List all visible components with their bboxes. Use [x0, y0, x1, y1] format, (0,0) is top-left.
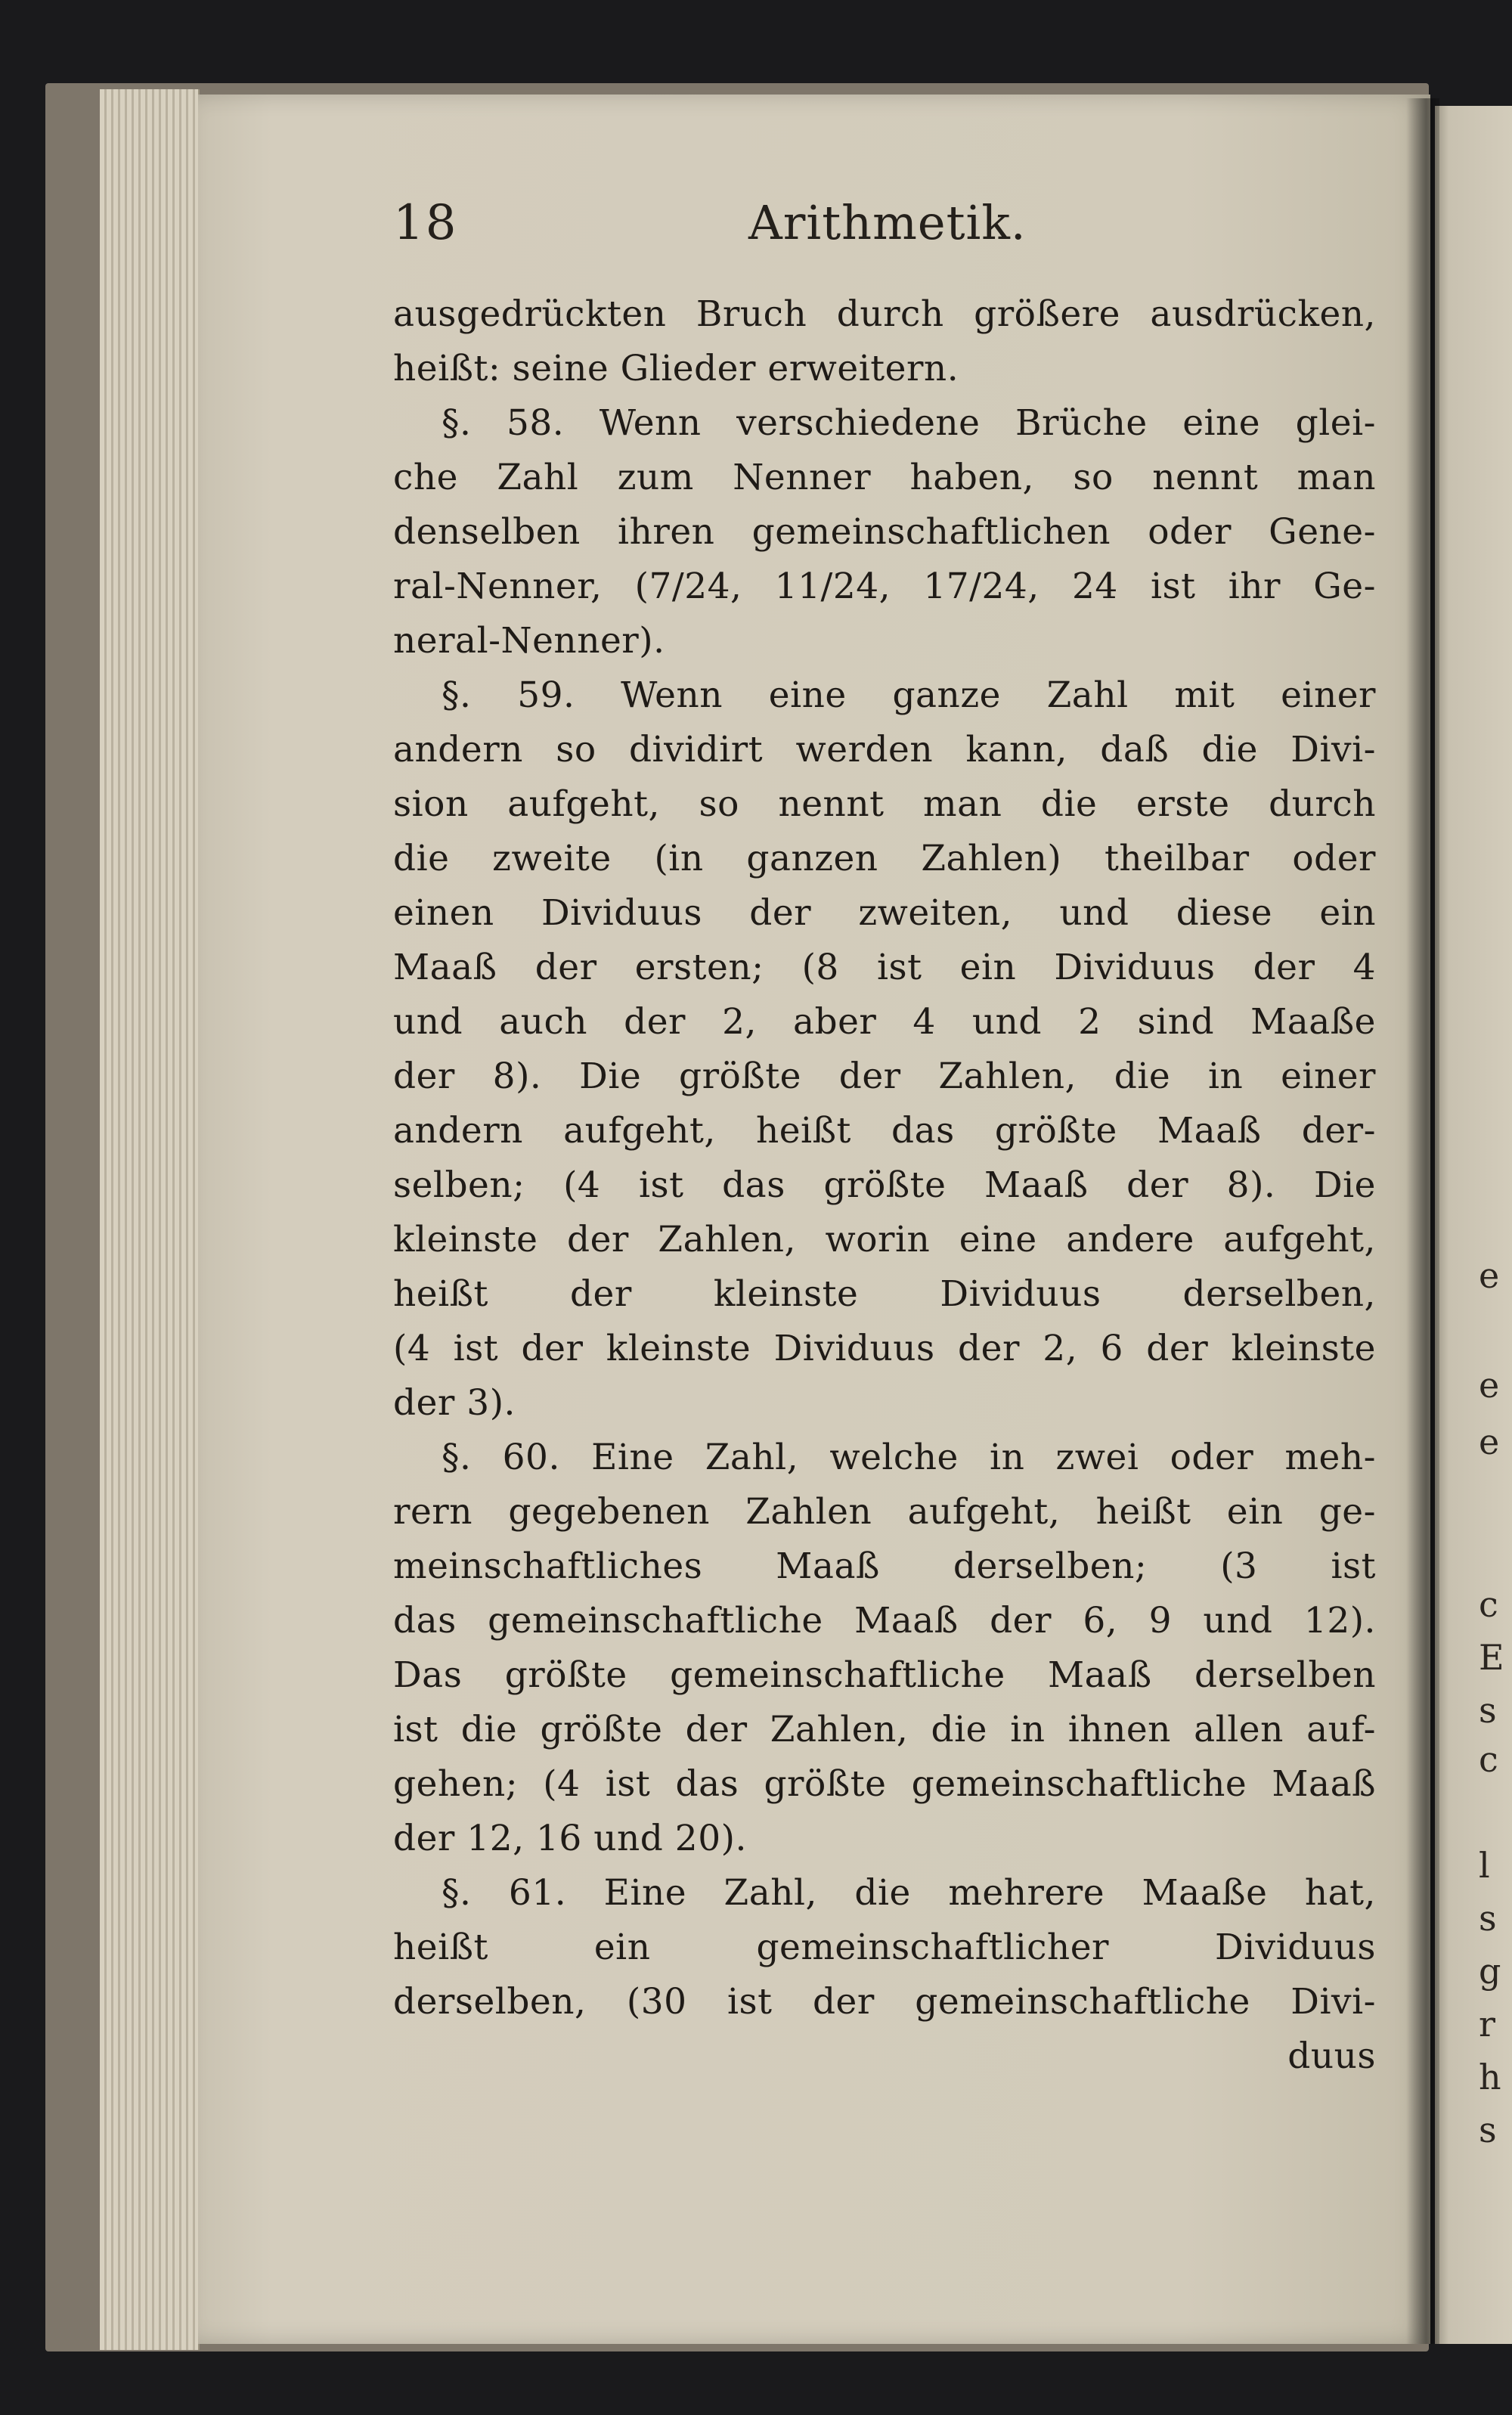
facing-page-letter: e: [1479, 1365, 1500, 1406]
text-line: (4 ist der kleinste Dividuus der 2, 6 der kleinste: [393, 1328, 1376, 1369]
text-line: gehen; (4 ist das größte gemeinschaftliche Maaß: [393, 1763, 1376, 1805]
page-header: [393, 195, 1376, 263]
text-line: der 8). Die größte der Zahlen, die in einer: [393, 1056, 1376, 1097]
text-line: andern so dividirt werden kann, daß die Divi-: [393, 729, 1376, 770]
gutter-shadow: [1406, 98, 1439, 2344]
facing-page-letter: E: [1479, 1637, 1504, 1678]
page-number: 18: [393, 195, 458, 251]
text-line: Maaß der ersten; (8 ist ein Dividuus der 4: [393, 947, 1376, 988]
text-line: heißt: seine Glieder erweitern.: [393, 348, 959, 389]
facing-page-letter: e: [1479, 1255, 1500, 1296]
facing-page-letter: r: [1479, 2004, 1495, 2045]
text-line: §. 60. Eine Zahl, welche in zwei oder meh-: [442, 1437, 1376, 1478]
text-line: ist die größte der Zahlen, die in ihnen allen auf-: [393, 1709, 1376, 1750]
text-line: denselben ihren gemeinschaftlichen oder Gene-: [393, 511, 1376, 553]
text-line: ral-Nenner, (7/24, 11/24, 17/24, 24 ist ihr Ge-: [393, 566, 1376, 607]
facing-page: [1435, 106, 1512, 2344]
text-line: sion aufgeht, so nennt man die erste durch: [393, 783, 1376, 825]
facing-page-letter: c: [1479, 1584, 1498, 1625]
facing-page-letter: e: [1479, 1421, 1500, 1462]
facing-page-letter: g: [1479, 1951, 1501, 1992]
text-line: §. 61. Eine Zahl, die mehrere Maaße hat,: [442, 1872, 1376, 1914]
body-text: [393, 287, 1376, 2084]
text-line: heißt ein gemeinschaftlicher Dividuus: [393, 1927, 1376, 1968]
text-line: §. 58. Wenn verschiedene Brüche eine glei-: [442, 402, 1376, 444]
facing-page-letter: c: [1479, 1739, 1498, 1780]
facing-page-letter: s: [1479, 1898, 1497, 1939]
facing-page-letter: s: [1479, 2110, 1497, 2150]
text-line: kleinste der Zahlen, worin eine andere aufgeht,: [393, 1219, 1376, 1260]
text-line: selben; (4 ist das größte Maaß der 8). Die: [393, 1164, 1376, 1206]
text-line: und auch der 2, aber 4 und 2 sind Maaße: [393, 1001, 1376, 1043]
facing-page-letter: s: [1479, 1690, 1497, 1731]
page-edges: [100, 89, 200, 2350]
text-line: derselben, (30 ist der gemeinschaftliche Divi-: [393, 1981, 1376, 2023]
text-line: einen Dividuus der zweiten, und diese ein: [393, 892, 1376, 934]
text-line: §. 59. Wenn eine ganze Zahl mit einer: [442, 674, 1376, 716]
catchword: duus: [1287, 2035, 1376, 2077]
text-line: Das größte gemeinschaftliche Maaß derselben: [393, 1654, 1376, 1696]
text-line: das gemeinschaftliche Maaß der 6, 9 und 12).: [393, 1600, 1376, 1642]
text-line: andern aufgeht, heißt das größte Maaß der-: [393, 1110, 1376, 1152]
text-line: heißt der kleinste Dividuus derselben,: [393, 1273, 1376, 1315]
facing-page-letter: h: [1479, 2057, 1501, 2097]
text-line: ausgedrückten Bruch durch größere ausdrücken,: [393, 293, 1376, 335]
text-line: rern gegebenen Zahlen aufgeht, heißt ein ge-: [393, 1491, 1376, 1533]
text-line: die zweite (in ganzen Zahlen) theilbar oder: [393, 838, 1376, 879]
facing-page-letter: l: [1479, 1845, 1490, 1886]
text-line: meinschaftliches Maaß derselben; (3 ist: [393, 1545, 1376, 1587]
text-line: neral-Nenner).: [393, 620, 665, 662]
text-line: che Zahl zum Nenner haben, so nennt man: [393, 457, 1376, 498]
text-line: der 12, 16 und 20).: [393, 1818, 747, 1859]
running-title: Arithmetik.: [748, 195, 1027, 250]
text-line: der 3).: [393, 1382, 516, 1424]
